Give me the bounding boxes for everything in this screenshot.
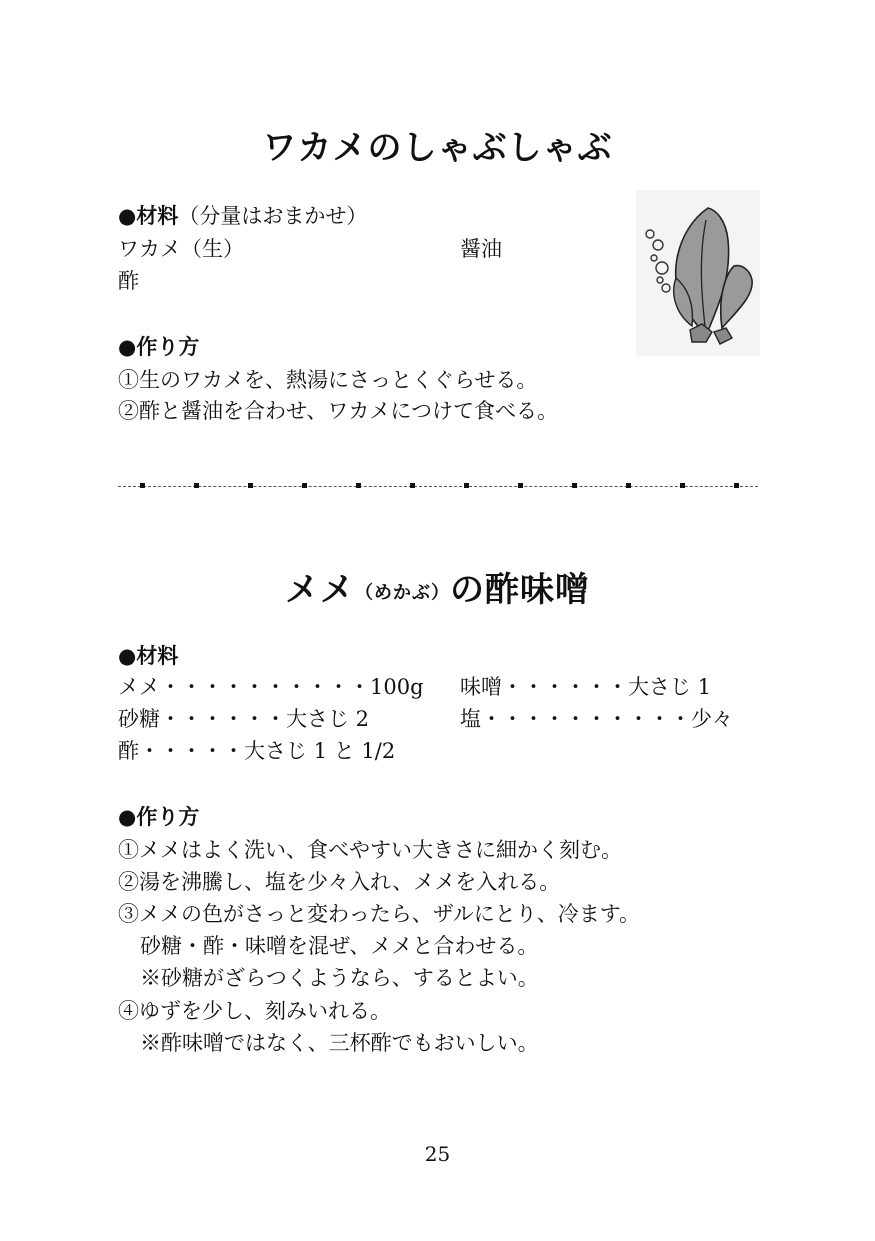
recipe2-ingredients-heading: ●材料 [118,644,179,668]
recipe2-ingredient: 塩・・・・・・・・・・少々 [460,707,733,731]
recipe1-ingredients-label: ●材料 [118,204,179,228]
recipe1-method-heading: ●作り方 [118,335,200,359]
recipe2-step: ④ゆずを少し、刻みいれる。 [118,999,391,1023]
recipe2-ingredient: 酢・・・・・大さじ 1 と 1/2 [118,739,396,763]
recipe2-note: ※酢味噌ではなく、三杯酢でもおいしい。 [140,1031,539,1055]
recipe2-step: ①メメはよく洗い、食べやすい大きさに細かく刻む。 [118,838,622,862]
recipe1-ingredients-heading [118,202,367,230]
recipe2-title-end: の酢味噌 [450,570,590,610]
recipe2-step: ②湯を沸騰し、塩を少々入れ、メメを入れる。 [118,870,561,894]
recipe1-step: ①生のワカメを、熱湯にさっとくぐらせる。 [118,368,538,392]
recipe1-ingredient: 酢 [118,269,139,293]
recipe2-title-paren: （めかぶ） [355,582,450,604]
page-number: 25 [424,1142,451,1166]
recipe2-step: ③メメの色がさっと変わったら、ザルにとり、冷ます。 [118,902,641,926]
recipe2-title-main: メメ [285,570,355,610]
recipe1-ingredients-note: （分量はおまかせ） [178,204,368,228]
recipe2-step-continued: 砂糖・酢・味噌を混ぜ、メメと合わせる。 [140,934,539,958]
recipe2-ingredient: 砂糖・・・・・・大さじ 2 [118,707,370,731]
recipe2-ingredient: メメ・・・・・・・・・・100g [118,675,424,699]
recipe2-method-heading: ●作り方 [118,805,200,829]
recipe2-note: ※砂糖がざらつくようなら、するとよい。 [140,966,539,990]
recipe1-step: ②酢と醤油を合わせ、ワカメにつけて食べる。 [118,399,558,423]
recipe2-ingredient: 味噌・・・・・・大さじ 1 [460,675,712,699]
divider-dots [118,482,758,490]
seaweed-illustration [636,190,760,356]
recipe2-title [0,562,875,611]
recipe1-title: ワカメのしゃぶしゃぶ [262,128,613,168]
recipe1-ingredient: ワカメ（生） [118,237,244,261]
recipe1-ingredient: 醤油 [460,237,502,261]
